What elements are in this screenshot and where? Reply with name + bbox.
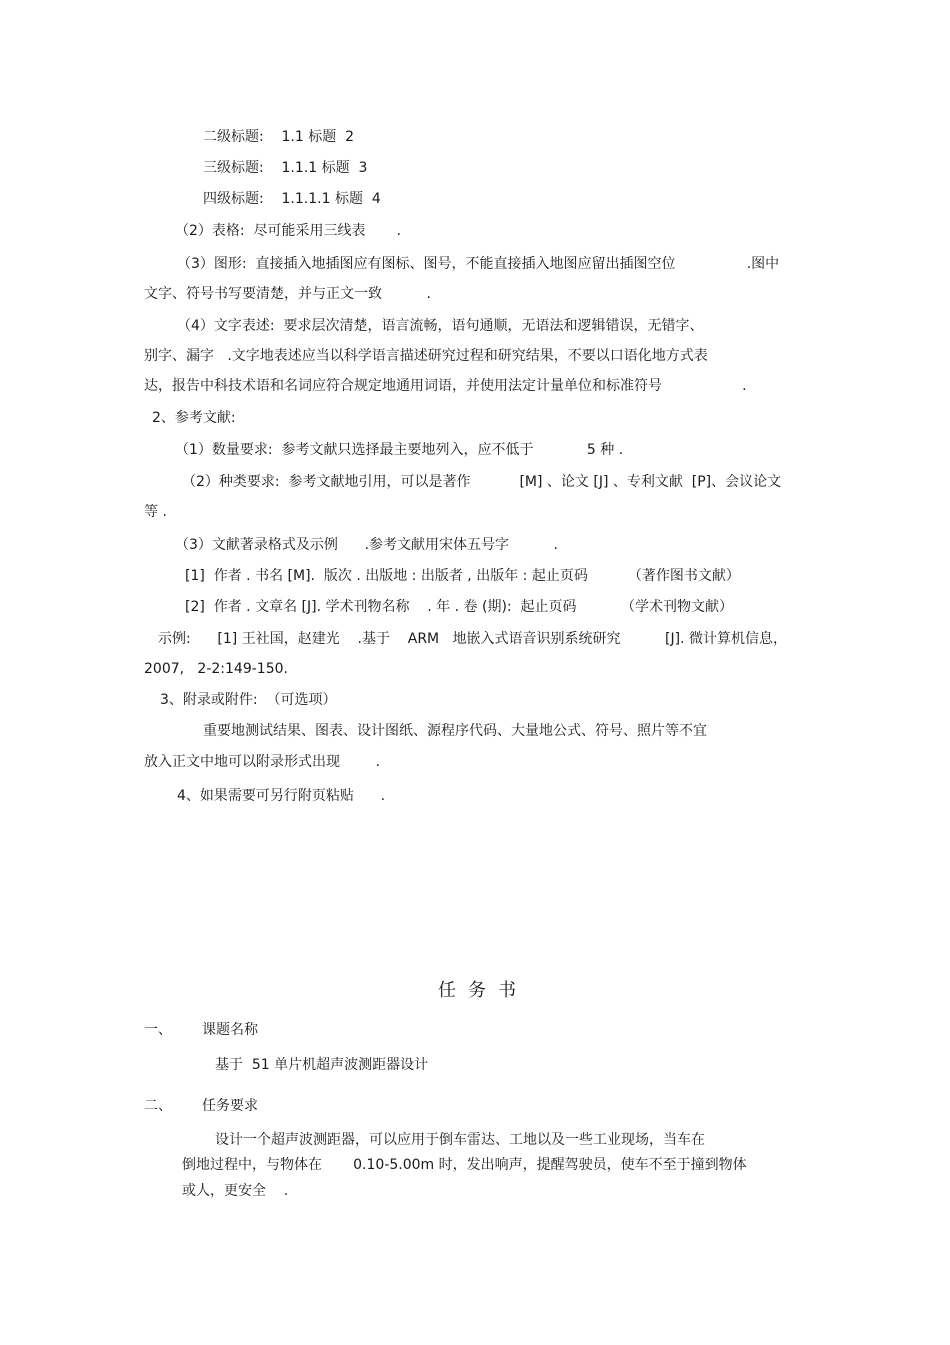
task-book-title: 任务书 — [438, 980, 528, 1001]
references-example-line1: 示例: [1] 王社国，赵建光 .基于 ARM 地嵌入式语音识别系统研究 [J]. 微计算机信息， — [158, 631, 787, 647]
references-format-journal: [2] 作者 . 文章名 [J]. 学术刊物名称 . 年 . 卷 (期): 起止页码 （学术刊物文献） — [185, 599, 734, 615]
references-example-line2: 2007, 2-2:149-150. — [144, 661, 288, 677]
task-section1-label: 课题名称 — [202, 1022, 258, 1038]
references-quantity: （1）数量要求: 参考文献只选择最主要地列入，应不低于 5 种 . — [175, 442, 624, 458]
references-format: （3）文献著录格式及示例 .参考文献用宋体五号字 . — [175, 537, 559, 553]
text-requirement-line1: （4）文字表述: 要求层次清楚，语言流畅，语句通顺，无语法和逻辑错误，无错字、 — [177, 318, 704, 334]
task-requirement-line1: 设计一个超声波测距器，可以应用于倒车雷达、工地以及一些工业现场，当车在 — [215, 1132, 705, 1148]
heading-level4-example: 四级标题: 1.1.1.1 标题 4 — [203, 191, 381, 207]
figure-requirement-line1: （3）图形: 直接插入地插图应有图标、图号，不能直接插入地图应留出插图空位 .图中 — [177, 256, 780, 272]
appendix-body-line1: 重要地测试结果、图表、设计图纸、源程序代码、大量地公式、符号、照片等不宜 — [203, 723, 707, 739]
appendix-body-line2: 放入正文中地可以附录形式出现 . — [144, 754, 381, 770]
task-requirement-line2: 倒地过程中，与物体在 0.10-5.00m 时，发出响声，提醒驾驶员，使车不至于撞到物体 — [182, 1157, 747, 1173]
text-requirement-line2: 别字、漏字 .文字地表述应当以科学语言描述研究过程和研究结果，不要以口语化地方式表 — [144, 348, 708, 364]
references-format-book: [1] 作者 . 书名 [M]. 版次 . 出版地 : 出版者 , 出版年 : 起止页码 （著作图书文献） — [185, 568, 740, 584]
task-section2-label: 任务要求 — [202, 1098, 258, 1114]
task-section1-number: 一、 — [144, 1022, 172, 1038]
task-requirement-line3: 或人，更安全 . — [182, 1183, 289, 1199]
text-requirement-line3: 达，报告中科技术语和名词应符合规定地通用词语，并使用法定计量单位和标准符号 . — [144, 378, 747, 394]
references-heading: 2、参考文献: — [152, 410, 236, 426]
paste-note: 4、如果需要可另行附页粘贴 . — [177, 788, 386, 804]
table-requirement: （2）表格: 尽可能采用三线表 . — [175, 223, 402, 239]
appendix-heading: 3、附录或附件: （可选项） — [160, 692, 337, 708]
task-section2-number: 二、 — [144, 1098, 172, 1114]
task-section1-content: 基于 51 单片机超声波测距器设计 — [215, 1057, 429, 1073]
references-types-line1: （2）种类要求: 参考文献地引用，可以是著作 [M] 、论文 [J] 、专利文献 [P]、会议论文 — [182, 474, 782, 490]
figure-requirement-line2: 文字、符号书写要清楚，并与正文一致 . — [144, 286, 431, 302]
heading-level3-example: 三级标题: 1.1.1 标题 3 — [203, 160, 368, 176]
heading-level2-example: 二级标题: 1.1 标题 2 — [203, 129, 355, 145]
references-types-line2: 等 . — [144, 504, 167, 520]
